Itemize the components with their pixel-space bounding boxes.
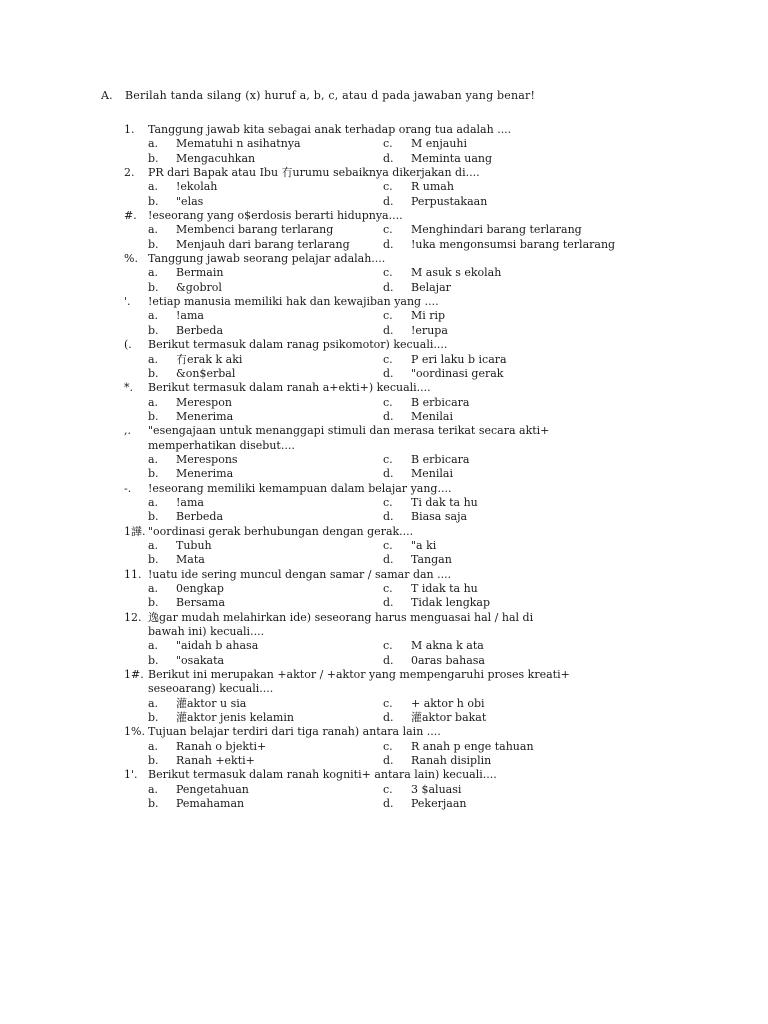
option-row	[124, 410, 644, 424]
option-text: Menjauh dari barang terlarang	[176, 237, 350, 251]
question-item	[124, 768, 644, 811]
question-text: Tujuan belajar terdiri dari tiga ranah) antara lain ....	[148, 725, 441, 739]
answer-option[interactable]	[383, 697, 644, 711]
question-item	[124, 123, 644, 166]
option-text: Menerima	[176, 467, 234, 481]
question-item	[124, 166, 644, 209]
option-label: a.	[148, 538, 159, 552]
question-stem	[124, 768, 644, 782]
option-text: B erbicara	[411, 452, 470, 466]
option-row	[124, 783, 644, 797]
question-number: 1#.	[124, 668, 144, 682]
option-row	[124, 238, 644, 252]
answer-option[interactable]	[124, 697, 383, 711]
question-stem	[124, 252, 644, 266]
option-row	[124, 152, 644, 166]
option-text: Mematuhi n asihatnya	[176, 137, 301, 151]
option-text: Menilai	[411, 467, 453, 481]
answer-option[interactable]	[124, 152, 383, 166]
option-text: + aktor h obi	[411, 696, 485, 710]
answer-option[interactable]	[124, 754, 383, 768]
option-row	[124, 797, 644, 811]
answer-option[interactable]	[124, 582, 383, 596]
option-label: d.	[383, 510, 394, 524]
answer-option[interactable]	[383, 367, 644, 381]
answer-option[interactable]	[383, 353, 644, 367]
option-label: a.	[148, 582, 159, 595]
answer-option[interactable]	[383, 639, 644, 653]
answer-option[interactable]	[124, 797, 383, 811]
answer-option[interactable]	[383, 740, 644, 754]
question-text: Tanggung jawab kita sebagai anak terhadap orang tua adalah ....	[148, 123, 512, 136]
option-text: Pemahaman	[176, 797, 245, 811]
option-text: &on$erbal	[176, 366, 236, 380]
question-text: "oordinasi gerak berhubungan dengan gerak....	[148, 524, 414, 538]
option-text: Berbeda	[176, 510, 224, 524]
answer-option[interactable]	[383, 324, 644, 338]
option-row	[124, 137, 644, 151]
option-label: b.	[148, 797, 159, 811]
option-label: d.	[383, 194, 394, 208]
option-row	[124, 654, 644, 668]
answer-option[interactable]	[383, 539, 644, 553]
answer-option[interactable]	[383, 152, 644, 166]
question-stem	[124, 166, 644, 180]
option-text: Mengacuhkan	[176, 151, 256, 165]
option-label: b.	[148, 366, 159, 380]
option-label: c.	[383, 739, 393, 753]
option-text: Tidak lengkap	[411, 596, 491, 610]
option-row	[124, 223, 644, 237]
answer-option[interactable]	[383, 783, 644, 797]
option-text: M akna k ata	[411, 639, 484, 653]
question-item	[124, 381, 644, 424]
option-text: !ama	[176, 309, 204, 323]
question-stem	[124, 295, 644, 309]
option-text: !erupa	[411, 323, 448, 337]
option-text: Meminta uang	[411, 151, 493, 165]
option-text: Membenci barang terlarang	[176, 223, 334, 237]
option-label: b.	[148, 151, 159, 165]
answer-option[interactable]	[383, 195, 644, 209]
answer-option[interactable]	[124, 596, 383, 610]
option-text: Ranah disiplin	[411, 754, 492, 768]
option-row	[124, 740, 644, 754]
option-text: Pengetahuan	[176, 782, 249, 796]
option-label: a.	[148, 352, 159, 366]
option-label: a.	[148, 739, 159, 753]
answer-option[interactable]	[124, 137, 383, 151]
option-label: b.	[148, 237, 159, 251]
option-label: b.	[148, 409, 159, 423]
option-label: c.	[383, 782, 393, 796]
option-text: Menerima	[176, 409, 234, 423]
option-text: Tangan	[411, 553, 452, 567]
answer-option[interactable]	[124, 654, 383, 668]
option-label: d.	[383, 409, 394, 423]
question-stem	[124, 424, 644, 438]
option-text: Ti dak ta hu	[411, 495, 478, 509]
option-label: c.	[383, 352, 393, 366]
answer-option[interactable]	[383, 510, 644, 524]
option-label: b.	[148, 553, 159, 567]
option-row	[124, 711, 644, 725]
question-number: 12.	[124, 610, 142, 624]
option-text: Mi rip	[411, 309, 446, 323]
question-list	[124, 123, 644, 812]
answer-option[interactable]	[383, 496, 644, 510]
question-text: Tanggung jawab seorang pelajar adalah....	[148, 252, 386, 266]
option-label: d.	[383, 467, 394, 481]
question-text: 逸gar mudah melahirkan ide) seseorang harus menguasai hal / hal di	[148, 610, 534, 624]
question-stem	[124, 725, 644, 739]
option-text: &gobrol	[176, 280, 222, 294]
question-text: Berikut termasuk dalam ranag psikomotor) kecuali....	[148, 338, 448, 352]
answer-option[interactable]	[383, 754, 644, 768]
answer-option[interactable]	[124, 195, 383, 209]
option-label: a.	[148, 639, 159, 653]
answer-option[interactable]	[124, 553, 383, 567]
option-text: Ranah +ekti+	[176, 754, 255, 768]
option-text: 灌aktor jenis kelamin	[176, 711, 294, 725]
option-label: a.	[148, 782, 159, 796]
option-label: c.	[383, 639, 393, 653]
option-text: Menghindari barang terlarang	[411, 223, 582, 237]
question-stem	[124, 338, 644, 352]
option-label: d.	[383, 366, 394, 380]
option-label: a.	[148, 266, 159, 280]
option-text: 灌aktor u sia	[176, 696, 247, 710]
option-label: a.	[148, 137, 159, 151]
option-text: "oordinasi gerak	[411, 366, 504, 380]
option-text: Berbeda	[176, 323, 224, 337]
option-label: b.	[148, 596, 159, 610]
option-label: d.	[383, 711, 394, 725]
question-item	[124, 482, 644, 525]
option-text: !ama	[176, 495, 204, 509]
option-label: a.	[148, 696, 159, 710]
question-number: ,.	[124, 424, 131, 438]
answer-option[interactable]	[383, 596, 644, 610]
answer-option[interactable]	[124, 266, 383, 280]
option-label: d.	[383, 280, 394, 294]
option-text: T idak ta hu	[411, 582, 478, 595]
option-text: Ranah o bjekti+	[176, 739, 267, 753]
question-number: #.	[124, 209, 137, 223]
answer-option[interactable]	[124, 467, 383, 481]
option-text: Bersama	[176, 596, 226, 610]
option-label: c.	[383, 452, 393, 466]
question-item	[124, 252, 644, 295]
option-label: a.	[148, 495, 159, 509]
option-label: d.	[383, 151, 394, 165]
question-number: 1譁.	[124, 524, 146, 538]
question-stem	[124, 525, 644, 539]
answer-option[interactable]	[124, 180, 383, 194]
option-text: Merespons	[176, 452, 238, 466]
option-label: c.	[383, 137, 393, 151]
question-number: -.	[124, 481, 132, 495]
question-item	[124, 295, 644, 338]
option-row	[124, 453, 644, 467]
option-label: a.	[148, 309, 159, 323]
option-row	[124, 639, 644, 653]
option-text: 灌aktor bakat	[411, 711, 487, 725]
answer-option[interactable]	[124, 353, 383, 367]
option-text: Belajar	[411, 280, 451, 294]
option-text: "a ki	[411, 538, 437, 552]
option-text: 0aras bahasa	[411, 653, 485, 667]
question-stem	[124, 611, 644, 625]
option-label: d.	[383, 797, 394, 811]
option-text: M asuk s ekolah	[411, 266, 502, 280]
question-text: !etiap manusia memiliki hak dan kewajiban yang ....	[148, 295, 439, 309]
option-row	[124, 266, 644, 280]
section-heading	[101, 89, 535, 102]
answer-option[interactable]	[383, 137, 644, 151]
answer-option[interactable]	[124, 223, 383, 237]
option-text: "osakata	[176, 653, 225, 667]
answer-option[interactable]	[124, 510, 383, 524]
question-item	[124, 611, 644, 668]
question-text: !uatu ide sering muncul dengan samar / samar dan ....	[148, 567, 452, 581]
option-label: b.	[148, 711, 159, 725]
answer-option[interactable]	[124, 396, 383, 410]
question-stem	[124, 668, 644, 682]
question-item	[124, 668, 644, 725]
option-label: c.	[383, 495, 393, 509]
option-text: Biasa saja	[411, 510, 468, 524]
question-stem	[124, 482, 644, 496]
answer-option[interactable]	[124, 539, 383, 553]
option-label: c.	[383, 395, 393, 409]
answer-option[interactable]	[124, 783, 383, 797]
answer-option[interactable]	[383, 453, 644, 467]
question-item	[124, 338, 644, 381]
option-row	[124, 324, 644, 338]
answer-option[interactable]	[383, 553, 644, 567]
option-text: "aidah b ahasa	[176, 639, 259, 653]
answer-option[interactable]	[383, 180, 644, 194]
option-text: !ekolah	[176, 180, 218, 194]
option-label: c.	[383, 582, 393, 595]
option-label: d.	[383, 553, 394, 567]
option-label: b.	[148, 467, 159, 481]
option-label: b.	[148, 653, 159, 667]
question-item	[124, 725, 644, 768]
section-instruction: Berilah tanda silang (x) huruf a, b, c, atau d pada jawaban yang benar!	[125, 89, 536, 102]
answer-option[interactable]	[383, 410, 644, 424]
option-text: 0engkap	[176, 582, 224, 595]
question-item	[124, 424, 644, 481]
option-row	[124, 496, 644, 510]
option-label: c.	[383, 223, 393, 237]
option-text: Pekerjaan	[411, 797, 467, 811]
answer-option[interactable]	[124, 367, 383, 381]
option-text: P eri laku b icara	[411, 352, 507, 366]
answer-option[interactable]	[383, 266, 644, 280]
question-number: '.	[124, 295, 131, 309]
answer-option[interactable]	[383, 309, 644, 323]
answer-option[interactable]	[124, 281, 383, 295]
option-text: Menilai	[411, 409, 453, 423]
option-label: c.	[383, 266, 393, 280]
answer-option[interactable]	[383, 797, 644, 811]
answer-option[interactable]	[124, 740, 383, 754]
answer-option[interactable]	[124, 324, 383, 338]
option-row	[124, 180, 644, 194]
answer-option[interactable]	[383, 467, 644, 481]
option-text: Mata	[176, 553, 205, 567]
option-text: M enjauhi	[411, 137, 468, 151]
question-item	[124, 525, 644, 568]
question-number: 11.	[124, 567, 142, 581]
option-row	[124, 510, 644, 524]
answer-option[interactable]	[383, 582, 644, 596]
option-label: d.	[383, 596, 394, 610]
option-text: R anah p enge tahuan	[411, 739, 534, 753]
answer-option[interactable]	[383, 238, 644, 252]
question-number: (.	[124, 338, 132, 352]
answer-option[interactable]	[383, 223, 644, 237]
question-number: 1%.	[124, 725, 145, 739]
answer-option[interactable]	[124, 410, 383, 424]
option-label: a.	[148, 395, 159, 409]
option-label: d.	[383, 237, 394, 251]
question-text: Berikut ini merupakan +aktor / +aktor yang mempengaruhi proses kreati+	[148, 668, 570, 682]
option-text: Perpustakaan	[411, 194, 488, 208]
question-text: Berikut termasuk dalam ranah kogniti+ antara lain) kecuali....	[148, 768, 497, 782]
option-row	[124, 367, 644, 381]
option-row	[124, 697, 644, 711]
option-text: Tubuh	[176, 538, 212, 552]
question-stem	[124, 381, 644, 395]
option-label: d.	[383, 323, 394, 337]
question-text: Berikut termasuk dalam ranah a+ekti+) kecuali....	[148, 381, 431, 395]
option-row	[124, 596, 644, 610]
answer-option[interactable]	[124, 711, 383, 725]
question-stem	[124, 123, 644, 137]
option-row	[124, 281, 644, 295]
answer-option[interactable]	[124, 309, 383, 323]
question-text-continued: bawah ini) kecuali....	[148, 625, 265, 639]
option-row	[124, 353, 644, 367]
option-text: "elas	[176, 194, 204, 208]
question-stem	[124, 209, 644, 223]
option-label: b.	[148, 280, 159, 294]
option-label: c.	[383, 696, 393, 710]
option-row	[124, 582, 644, 596]
option-label: c.	[383, 180, 393, 194]
option-text: 3 $aluasi	[411, 782, 462, 796]
option-label: b.	[148, 754, 159, 768]
option-text: Bermain	[176, 266, 224, 280]
option-row	[124, 396, 644, 410]
answer-option[interactable]	[383, 281, 644, 295]
answer-option[interactable]	[383, 711, 644, 725]
question-text: !eseorang yang o$erdosis berarti hidupnya....	[148, 209, 403, 223]
answer-option[interactable]	[383, 396, 644, 410]
question-item	[124, 568, 644, 611]
option-row	[124, 553, 644, 567]
question-number: 2.	[124, 166, 135, 180]
question-number: *.	[124, 381, 133, 395]
answer-option[interactable]	[124, 453, 383, 467]
answer-option[interactable]	[124, 639, 383, 653]
answer-option[interactable]	[124, 496, 383, 510]
option-label: d.	[383, 653, 394, 667]
option-row	[124, 309, 644, 323]
question-text: PR dari Bapak atau Ibu 冇urumu sebaiknya dikerjakan di....	[148, 166, 480, 180]
option-label: b.	[148, 510, 159, 524]
question-stem	[124, 568, 644, 582]
option-row	[124, 539, 644, 553]
option-label: d.	[383, 754, 394, 768]
question-number: 1.	[124, 123, 135, 136]
question-text: "esengajaan untuk menanggapi stimuli dan merasa terikat secara akti+	[148, 424, 550, 438]
option-row	[124, 195, 644, 209]
question-number: 1'.	[124, 768, 138, 782]
option-text: !uka mengonsumsi barang terlarang	[411, 237, 616, 251]
option-text: 冇erak k aki	[176, 352, 243, 366]
option-row	[124, 467, 644, 481]
option-label: a.	[148, 452, 159, 466]
section-letter: A.	[101, 89, 113, 102]
question-number: %.	[124, 252, 138, 266]
question-text-continued: memperhatikan disebut....	[148, 438, 295, 452]
question-text: !eseorang memiliki kemampuan dalam belajar yang....	[148, 481, 452, 495]
question-text-continued: seseoarang) kecuali....	[148, 682, 274, 696]
option-label: c.	[383, 538, 393, 552]
option-text: Merespon	[176, 395, 232, 409]
option-label: b.	[148, 194, 159, 208]
option-label: b.	[148, 323, 159, 337]
answer-option[interactable]	[124, 238, 383, 252]
question-item	[124, 209, 644, 252]
option-text: B erbicara	[411, 395, 470, 409]
option-text: R umah	[411, 180, 454, 194]
answer-option[interactable]	[383, 654, 644, 668]
option-label: c.	[383, 309, 393, 323]
option-label: a.	[148, 223, 159, 237]
option-label: a.	[148, 180, 159, 194]
option-row	[124, 754, 644, 768]
